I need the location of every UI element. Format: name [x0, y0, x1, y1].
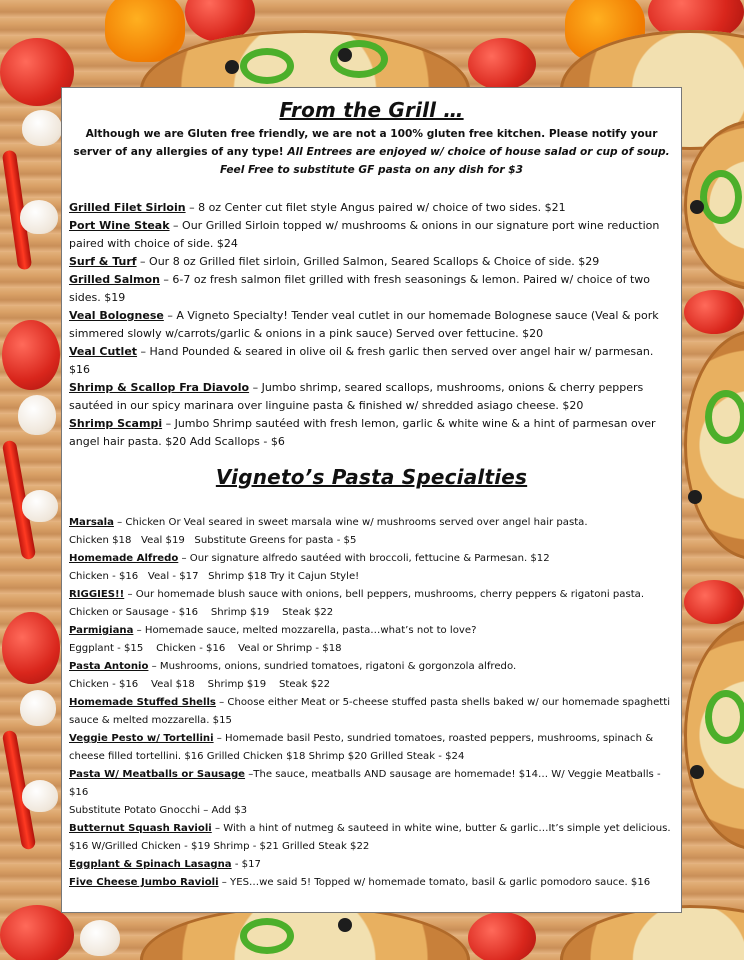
menu-item [69, 343, 674, 379]
menu-item-desc: – YES…we said 5! Topped w/ homemade tomato, basil & garlic pomodoro sauce. $16 [218, 877, 651, 888]
menu-item [69, 658, 674, 676]
menu-item [69, 307, 674, 343]
menu-item-desc: – Our homemade blush sauce with onions, bell peppers, mushrooms, cherry peppers & rigatoni pasta. [124, 589, 645, 600]
menu-item-prices: Chicken or Sausage - $16 Shrimp $19 Steak $22 [69, 607, 334, 618]
menu-item-name: Port Wine Steak [69, 219, 170, 232]
menu-item [69, 514, 674, 532]
menu-item-prices: Chicken - $16 Veal - $17 Shrimp $18 Try it Cajun Style! [69, 571, 360, 582]
grill-section-title: From the Grill … [279, 98, 464, 122]
menu-item-desc: - $17 [231, 859, 261, 870]
menu-item-name: Homemade Stuffed Shells [69, 697, 216, 708]
menu-item [69, 217, 674, 253]
menu-item-desc: – 8 oz Center cut filet style Angus paired w/ choice of two sides. $21 [185, 201, 566, 214]
menu-item-name: Veggie Pesto w/ Tortellini [69, 733, 214, 744]
menu-item [69, 694, 674, 730]
menu-item-name: Surf & Turf [69, 255, 137, 268]
menu-item [69, 271, 674, 307]
menu-item-name: Eggplant & Spinach Lasagna [69, 859, 232, 870]
menu-item-desc: – Our Grilled Sirloin topped w/ mushrooms & onions in our signature port wine reduction paired with choice of side. $24 [69, 219, 660, 250]
menu-item [69, 622, 674, 640]
menu-item-desc: – Homemade sauce, melted mozzarella, pasta…what’s not to love? [133, 625, 477, 636]
menu-item-name: Parmigiana [69, 625, 134, 636]
menu-item-name: Shrimp Scampi [69, 417, 163, 430]
menu-item [69, 550, 674, 568]
menu-item-name: Veal Bolognese [69, 309, 164, 322]
menu-item-desc: – Our signature alfredo sautéed with broccoli, fettucine & Parmesan. $12 [178, 553, 550, 564]
menu-item-desc: – Mushrooms, onions, sundried tomatoes, rigatoni & gorgonzola alfredo. [148, 661, 517, 672]
pasta-section-title: Vigneto’s Pasta Specialties [215, 465, 528, 489]
menu-item [69, 586, 674, 604]
menu-item-prices: Chicken $18 Veal $19 Substitute Greens for pasta - $5 [69, 535, 357, 546]
menu-item [69, 415, 674, 451]
grill-items [69, 199, 674, 451]
menu-item [69, 379, 674, 415]
menu-item-desc: – Homemade basil Pesto, sundried tomatoes, roasted peppers, mushrooms, spinach & cheese filled tortellini. $16 Grilled Chicken $18 Shrimp $20 Grilled Steak - $24 [69, 733, 654, 762]
menu-item-desc: – A Vigneto Specialty! Tender veal cutlet in our homemade Bolognese sauce (Veal & pork simmered slowly w/carrots/garlic & onions in a pink sauce) Served over fettucine. $20 [69, 309, 659, 340]
menu-item-prices: Substitute Potato Gnocchi – Add $3 [69, 805, 248, 816]
menu-item-prices: Chicken - $16 Veal $18 Shrimp $19 Steak $22 [69, 679, 331, 690]
menu-item-desc: – Chicken Or Veal seared in sweet marsala wine w/ mushrooms served over angel hair pasta. [113, 517, 588, 528]
menu-item [69, 730, 674, 766]
menu-item-name: Five Cheese Jumbo Ravioli [69, 877, 219, 888]
menu-item-name: RIGGIES!! [69, 589, 125, 600]
menu-item-prices: Eggplant - $15 Chicken - $16 Veal or Shrimp - $18 [69, 643, 342, 654]
intro-italic-text: All Entrees are enjoyed w/ choice of house salad or cup of soup. Feel Free to substitute GF pasta on any dish for $3 [219, 146, 670, 176]
menu-item-name: Veal Cutlet [69, 345, 138, 358]
menu-item-desc: – Choose either Meat or 5-cheese stuffed pasta shells baked w/ our homemade spaghetti sauce & melted mozzarella. $15 [69, 697, 671, 726]
menu-item [69, 766, 674, 802]
menu-item-desc: –The sauce, meatballs AND sausage are homemade! $14… W/ Veggie Meatballs - $16 [69, 769, 661, 798]
menu-item-desc: – Jumbo Shrimp sautéed with fresh lemon, garlic & white wine & a hint of parmesan over angel hair pasta. $20 Add Scallops - $6 [69, 417, 656, 448]
menu-item-desc: – Hand Pounded & seared in olive oil & fresh garlic then served over angel hair w/ parmesan. $16 [69, 345, 654, 376]
menu-item-name: Pasta Antonio [69, 661, 149, 672]
menu-item-name: Marsala [69, 517, 114, 528]
menu-item [69, 253, 674, 271]
menu-item [69, 199, 674, 217]
grill-intro [69, 125, 674, 179]
menu-item-name: Butternut Squash Ravioli [69, 823, 212, 834]
menu-item [69, 874, 674, 892]
menu-item-name: Homemade Alfredo [69, 553, 179, 564]
menu-item-desc: – 6-7 oz fresh salmon filet grilled with fresh seasonings & lemon. Paired w/ choice of two sides. $19 [69, 273, 650, 304]
menu-card [61, 87, 682, 913]
pasta-items [69, 514, 674, 892]
menu-item-desc: – Our 8 oz Grilled filet sirloin, Grilled Salmon, Seared Scallops & Choice of side. $29 [136, 255, 600, 268]
menu-item-desc: – Jumbo shrimp, seared scallops, mushrooms, onions & cherry peppers sautéed in our spicy marinara over linguine pasta & finished w/ shredded asiago cheese. $20 [69, 381, 644, 412]
menu-item [69, 856, 674, 874]
menu-item-desc: – With a hint of nutmeg & sauteed in white wine, butter & garlic…It’s simple yet delicious. $16 W/Grilled Chicken - $19 Shrimp - $21 Grilled Steak $22 [69, 823, 671, 852]
menu-item-name: Pasta W/ Meatballs or Sausage [69, 769, 246, 780]
menu-item-name: Grilled Filet Sirloin [69, 201, 186, 214]
menu-item [69, 820, 674, 856]
menu-item-name: Shrimp & Scallop Fra Diavolo [69, 381, 250, 394]
intro-bold-text: Although we are Gluten free friendly, we are not a 100% gluten free kitchen. Please notify your server of any allergies of any type! [73, 128, 658, 158]
menu-item-name: Grilled Salmon [69, 273, 160, 286]
